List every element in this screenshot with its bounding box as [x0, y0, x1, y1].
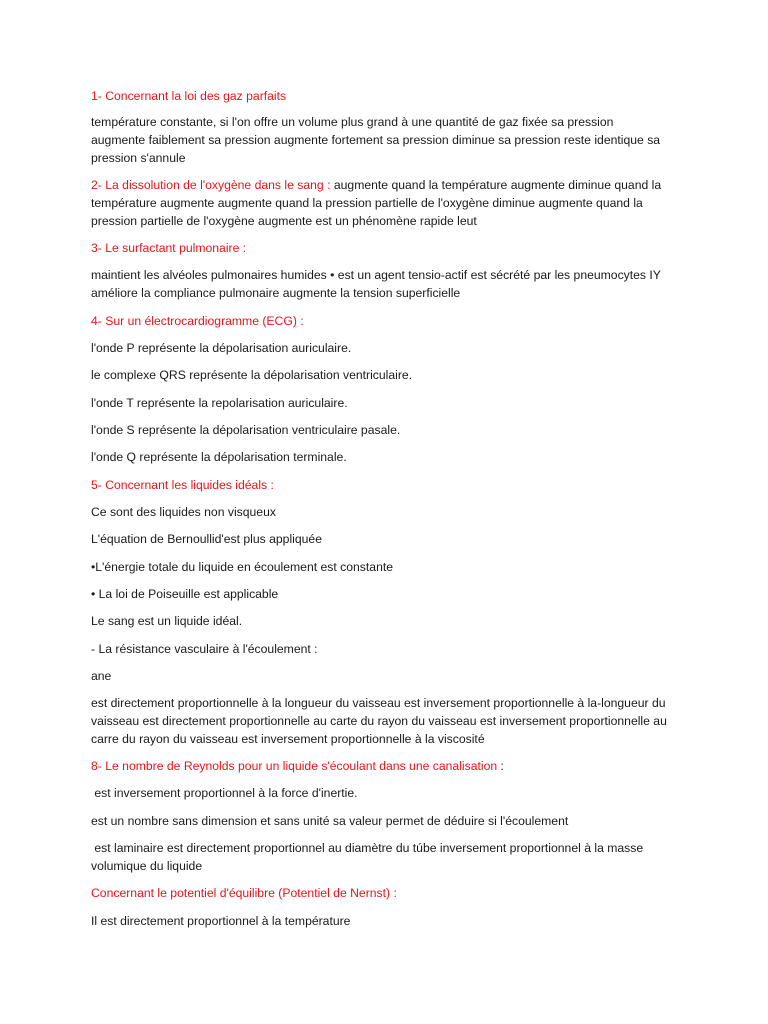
question-5-line: •L'énergie totale du liquide en écoulement est constante: [91, 560, 394, 574]
question-8-heading: 8- Le nombre de Reynolds pour un liquide s'écoulant dans une canalisation: [91, 759, 498, 773]
question-5-line: Ce sont des liquides non visqueux: [91, 505, 276, 519]
question-4-heading: 4- Sur un électrocardiogramme (ECG) :: [91, 314, 304, 328]
question-5-line: • La loi de Poiseuille est applicable: [91, 587, 279, 601]
question-5-line: L'équation de Bernoullid'est plus appliquée: [91, 532, 322, 546]
question-3-options: maintient les alvéoles pulmonaires humides • est un agent tensio-actif est sécrété par les pneumocytes IY améliore la compliance pulmonaire augmente la tension superficielle: [91, 268, 661, 300]
question-5-heading: 5- Concernant les liquides idéals :: [91, 478, 274, 492]
question-9-heading: Concernant le potentiel d'équilibre (Potentiel de Nernst) :: [91, 886, 397, 900]
question-3-heading: 3- Le surfactant pulmonaire :: [91, 241, 247, 255]
question-8-line: est un nombre sans dimension et sans unité sa valeur permet de déduire si l'écoulement: [91, 814, 569, 828]
question-2-options: augmente quand la température augmente diminue quand la température augmente augmente quand la pression partielle de l'oxygène diminue augmente quand la pression partielle de l'oxygène augmente est un phénomène rapide leut: [91, 178, 662, 228]
question-1-heading: 1- Concernant la loi des gaz parfaits: [91, 89, 287, 103]
question-4-line: l'onde P représente la dépolarisation auriculaire.: [91, 341, 352, 355]
question-9-line: Il est directement proportionnel à la température: [91, 914, 351, 928]
question-5-paragraph: est directement proportionnelle à la longueur du vaisseau est inversement proportionnelle à la-longueur du vaisseau est directement proportionnelle au carte du rayon du vaisseau est inversement proportionnelle au carre du rayon du vaisseau est inversement proportionnelle à la viscosité: [91, 696, 667, 746]
question-4-line: l'onde Q représente la dépolarisation terminale.: [91, 450, 347, 464]
question-8-line: est laminaire est directement proportionnel au diamètre du túbe inversement proportionnel à la masse volumique du liquide: [91, 841, 647, 873]
question-2-heading: 2- La dissolution de l'oxygène dans le sang :: [91, 178, 331, 192]
question-8-line: est inversement proportionnel à la force d'inertie.: [91, 786, 358, 800]
question-4-line: l'onde S représente la dépolarisation ventriculaire pasale.: [91, 423, 401, 437]
question-2: [91, 176, 671, 230]
question-5-line: ane: [91, 669, 112, 683]
question-5-line: - La résistance vasculaire à l'écoulement :: [91, 642, 318, 656]
question-4-line: le complexe QRS représente la dépolarisation ventriculaire.: [91, 368, 413, 382]
question-8-heading-suffix: :: [497, 759, 504, 773]
question-1-options: température constante, si l'on offre un volume plus grand à une quantité de gaz fixée sa pression augmente faiblement sa pression augmente fortement sa pression diminue sa pression reste identique sa pression s'annule: [91, 115, 661, 165]
question-8: [91, 757, 671, 775]
question-5-line: Le sang est un liquide idéal.: [91, 614, 243, 628]
question-4-line: l'onde T représente la repolarisation auriculaire.: [91, 396, 348, 410]
